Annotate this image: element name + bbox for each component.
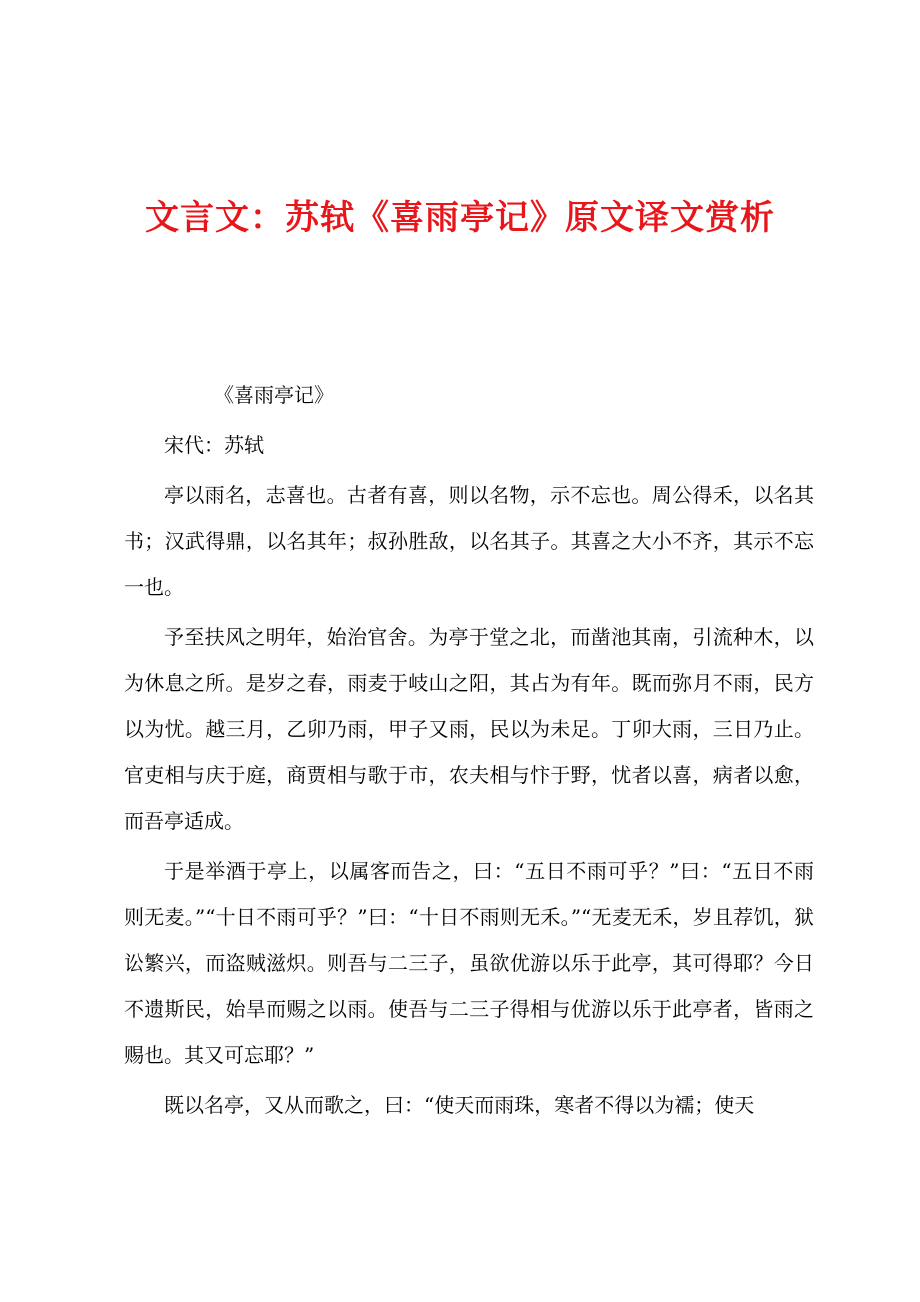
work-title: 《喜雨亭记》 — [214, 383, 334, 407]
paragraph: 于是举酒于亭上，以属客而告之，曰：“五日不雨可乎？”曰：“五日不雨则无麦。”“十日不雨可乎？”曰：“十日不雨则无禾。”“无麦无禾，岁且荐饥，狱讼繁兴，而盗贼滋炽。则吾与二三子，虽欲优游以乐于此亭，其可得耶？今日不遗斯民，始旱而赐之以雨。使吾与二三子得相与优游以乐于此亭者，皆雨之赐也。其又可忘耶？” — [124, 859, 814, 1067]
document-title: 文言文：苏轼《喜雨亭记》原文译文赏析 — [145, 198, 775, 238]
author-line: 宋代：苏轼 — [164, 433, 264, 457]
paragraph: 亭以雨名，志喜也。古者有喜，则以名物，示不忘也。周公得禾，以名其书；汉武得鼎，以名其年；叔孙胜敌，以名其子。其喜之大小不齐，其示不忘一也。 — [124, 483, 814, 599]
paragraph: 予至扶风之明年，始治官舍。为亭于堂之北，而凿池其南，引流种木，以为休息之所。是岁之春，雨麦于岐山之阳，其占为有年。既而弥月不雨，民方以为忧。越三月，乙卯乃雨，甲子又雨，民以为未足。丁卯大雨，三日乃止。官吏相与庆于庭，商贾相与歌于市，农夫相与忭于野，忧者以喜，病者以愈，而吾亭适成。 — [124, 625, 814, 833]
document-body — [124, 372, 814, 1132]
paragraph: 既以名亭，又从而歌之，曰：“使天而雨珠，寒者不得以为襦；使天 — [164, 1093, 755, 1117]
